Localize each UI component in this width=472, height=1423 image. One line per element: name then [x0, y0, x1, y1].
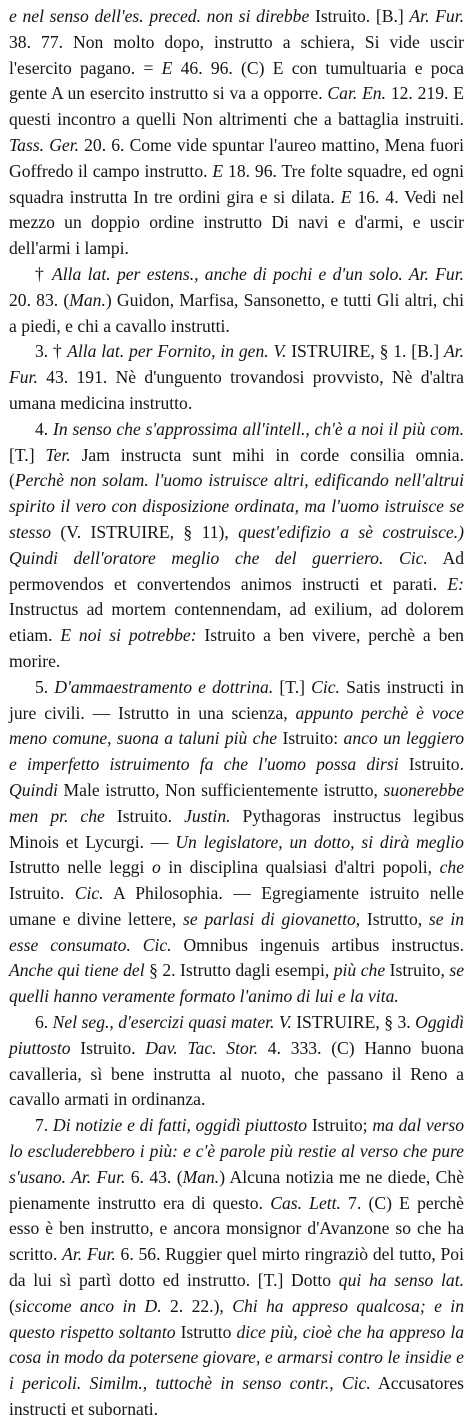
text-run: Male istrutto, Non sufficientemente istrutto,: [57, 779, 384, 800]
text-run: 4. 333. (C) Hanno buona cavalleria, sì bene instrutta al nuoto, che passano il Reno a cavallo armati in ordinanza.: [9, 1037, 464, 1110]
sense-4-paragraph: [9, 417, 464, 675]
italic-run: se quelli hanno veramente formato l'animo di lui e la vita.: [9, 960, 464, 1007]
text-run: 6. 43. (: [125, 1166, 183, 1187]
italic-run: Quindi: [9, 779, 58, 800]
sense-3-paragraph: [9, 339, 464, 416]
text-run: Ad permovendos et convertendos animos instructi et parati.: [9, 547, 465, 594]
italic-run: D'ammaestramento e dottrina.: [54, 676, 274, 697]
text-run: 4.: [35, 418, 53, 439]
italic-run: se parlasi di giovanetto,: [183, 908, 361, 929]
text-run: Istrutto nelle leggi: [9, 857, 152, 878]
text-run: Istruito;: [307, 1115, 373, 1136]
text-run: ISTRUIRE, § 3.: [291, 1012, 416, 1033]
text-run: 16. 4. Vedi nel mezzo un doppio ordine instrutto Di navi e d'armi, e uscir dell'armi i lampi.: [9, 186, 464, 259]
text-run: Istruito.: [398, 754, 464, 775]
italic-run: più che: [333, 960, 386, 981]
text-run: (V. ISTRUIRE, § 11),: [51, 521, 239, 542]
text-run: Istruito,: [385, 960, 450, 981]
italic-run: suonerebbe men pr. che: [9, 779, 464, 826]
text-run: Satis instructi in jure civili. — Istrutto in una scienza,: [9, 676, 464, 723]
italic-run: qui ha senso lat.: [338, 1270, 464, 1291]
text-run: Instructus ad mortem contennendam, ad exilium, ad dolorem etiam.: [9, 599, 464, 646]
italic-run: Ar. Fur.: [62, 1244, 116, 1265]
italic-run: Tass. Ger.: [9, 134, 79, 155]
text-run: 20. 83. (: [9, 289, 70, 310]
text-run: Pythagoras instructus legibus Minois et Lycurgi. —: [9, 805, 464, 852]
italic-run: quest'edifizio a sè costruisce.) Quindi dell'oratore meglio che del guerriero. Cic.: [9, 521, 464, 568]
text-run: 3. †: [35, 341, 68, 362]
sense-extension-paragraph: [9, 262, 464, 339]
text-run: Istruito.: [9, 883, 75, 904]
text-run: 7.: [35, 1115, 53, 1136]
italic-run: Ar. Fur.: [409, 6, 464, 26]
italic-run: In senso che s'approssima all'intell., ch'è a noi il più com.: [53, 418, 464, 439]
text-run: 38. 77. Non molto dopo, instrutto a schiera, Si vide uscir l'esercito pagano. =: [9, 31, 464, 78]
text-run: ) Guidon, Marfisa, Sansonetto, e tutti Gli altri, chi a piedi, e chi a cavallo instrutti.: [9, 289, 464, 336]
text-run: Jam instructa sunt mihi in corde consilia omnia. (: [9, 444, 464, 491]
italic-run: Cic.: [74, 883, 104, 904]
text-run: 46. 96. (C) E con tumultuaria e poca gente A un esercito instrutto si va a opporre.: [9, 57, 464, 104]
sense-6-paragraph: [9, 1010, 464, 1113]
text-run: in disciplina qualsiasi d'altri popoli,: [160, 857, 440, 878]
italic-run: Man.: [69, 289, 106, 310]
text-run: (: [9, 1295, 15, 1316]
italic-run: Cas. Lett.: [270, 1192, 341, 1213]
text-run: 20. 6. Come vide spuntar l'aureo mattino, Mena fuori Goffredo il campo instrutto.: [9, 134, 465, 181]
text-run: Istruito. [B.]: [309, 6, 410, 26]
italic-run: dice più, cioè che ha appreso la cosa in modo da potersene giovare, e armarsi contro le insidie e i pericoli. Similm., tuttochè in senso contr., Cic.: [9, 1321, 464, 1394]
text-run: [T.]: [9, 444, 46, 465]
text-run: Istruito:: [277, 728, 344, 749]
italic-run: Alla lat. per estens., anche di pochi e d'un solo. Ar. Fur.: [52, 263, 465, 284]
italic-run: Dav. Tac. Stor.: [145, 1037, 259, 1058]
italic-run: siccome anco in D.: [14, 1295, 162, 1316]
text-run: Istruito.: [104, 805, 185, 826]
italic-run: ma dal verso lo escluderebbero i più: e c'è parole più restie al verso che pure s'usano. Ar. Fur.: [9, 1115, 464, 1187]
italic-run: Un legislatore, un dotto, si dirà meglio: [175, 831, 464, 852]
italic-run: E: [161, 57, 173, 78]
text-run: 7. (C) E perchè esso è ben instrutto, e ancora monsignor d'Avanzone so che ha scritto.: [9, 1192, 464, 1265]
text-run: Istrutto,: [360, 908, 429, 929]
italic-run: Alla lat. per Fornito, in gen. V.: [67, 341, 287, 362]
italic-run: E: [340, 186, 352, 207]
italic-run: o: [151, 857, 161, 878]
italic-run: Car. En.: [327, 83, 387, 104]
text-run: § 2. Istrutto dagli esempi,: [144, 960, 334, 981]
text-run: 6. 56. Ruggier quel mirto ringraziò del tutto, Poi da lui sì partì dotto ed instrutto. [T.] Dotto: [9, 1244, 464, 1291]
text-run: Istruito.: [70, 1037, 146, 1058]
text-run: Istruito a ben vivere, perchè a ben morire.: [9, 625, 464, 671]
italic-run: Di notizie e di fatti, oggidì piuttosto: [52, 1115, 308, 1136]
italic-run: Justin.: [184, 805, 231, 826]
text-run: †: [35, 263, 53, 284]
italic-run: Chi ha appreso qualcosa; e in questo rispetto soltanto: [9, 1295, 464, 1342]
italic-run: Ter.: [45, 444, 71, 465]
text-run: 12. 219. E questi incontro a quelli Non altrimenti che a battaglia instruiti.: [9, 83, 464, 130]
italic-run: che: [439, 857, 465, 878]
italic-run: anco un leggiero e imperfetto istruimento fa che l'uomo possa dirsi: [9, 728, 464, 775]
italic-run: Nel seg., d'esercizi quasi mater. V.: [52, 1012, 292, 1033]
italic-run: appunto perchè è voce meno comune, suona a taluni più che: [9, 702, 464, 749]
italic-run: se in esse consumato. Cic.: [9, 908, 464, 955]
text-run: A Philosophia. — Egregiamente istruito nelle umane e divine lettere,: [9, 883, 464, 929]
text-run: Omnibus ingenuis artibus instructus.: [171, 934, 464, 955]
italic-run: e nel senso dell'es. preced. non si direbbe: [9, 6, 310, 26]
italic-run: Anche qui tiene del: [9, 960, 145, 981]
italic-run: Oggidì piuttosto: [9, 1012, 464, 1058]
sense-7-paragraph: [9, 1113, 464, 1423]
text-run: 5.: [35, 676, 55, 697]
italic-run: E noi si potrebbe:: [60, 625, 197, 646]
text-run: 18. 96. Tre folte squadre, ed ogni squadra instrutta In tre ordini gira e si dilata.: [9, 160, 464, 207]
italic-run: Ar. Fur.: [9, 341, 464, 388]
text-run: ) Alcuna notizia me ne diede, Chè pienamente instrutto era di questo.: [9, 1166, 464, 1213]
italic-run: E: [212, 160, 224, 181]
sense-5-paragraph: [9, 675, 464, 1010]
text-run: Accusatores instructi et subornati.: [9, 1373, 464, 1420]
entry-continuation-paragraph: [9, 4, 464, 262]
italic-run: E:: [447, 573, 464, 594]
italic-run: Cic.: [311, 676, 340, 697]
text-run: 2. 22.),: [161, 1295, 233, 1316]
text-run: [T.]: [273, 676, 312, 697]
italic-run: Perchè non solam. l'uomo istruisce altri, edificando nell'altrui spirito il vero con disposizione ordinata, ma l'uomo istruisce se stesso: [9, 470, 464, 542]
italic-run: Man.: [182, 1166, 220, 1187]
text-run: 6.: [35, 1012, 53, 1033]
text-run: Istrutto: [175, 1321, 237, 1342]
text-run: 43. 191. Nè d'unguento trovandosi provvisto, Nè d'altra umana medicina instrutto.: [9, 367, 464, 413]
text-run: ISTRUIRE, § 1. [B.]: [286, 341, 444, 362]
